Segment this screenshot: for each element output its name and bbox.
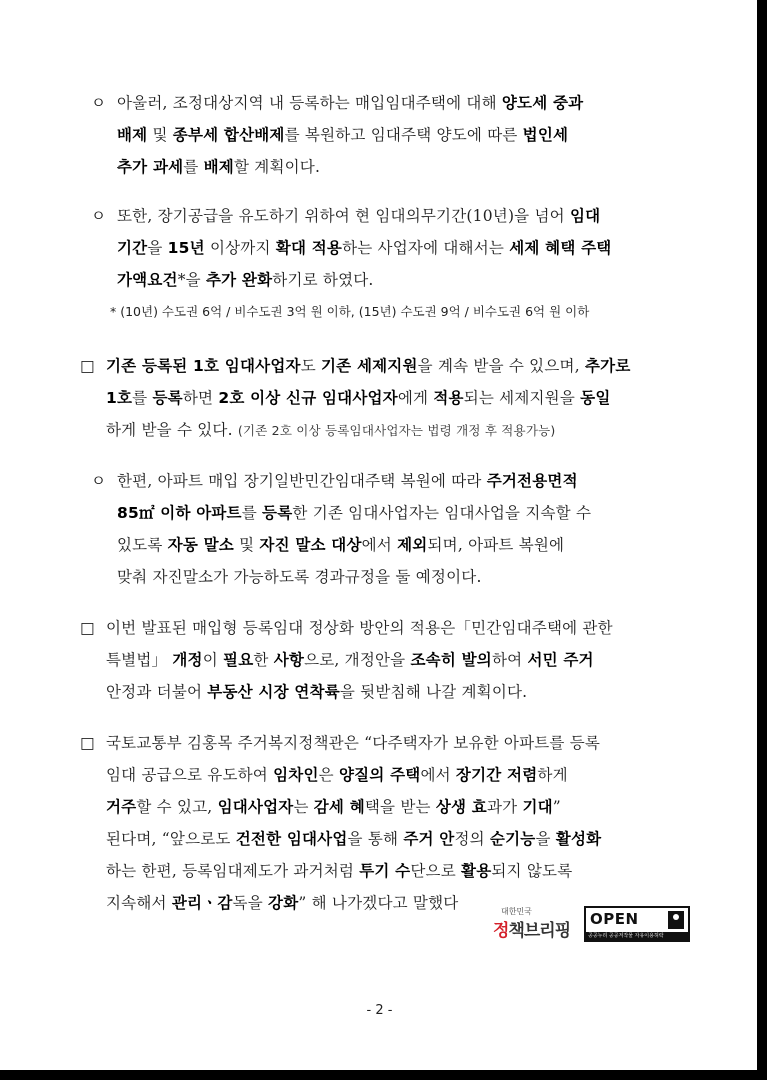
footnote: * (10년) 수도권 6억 / 비수도권 3억 원 이하, (15년) 수도권 9억 / 비수도권 6억 원 이하 — [110, 304, 590, 319]
circle-bullet: ㅇ — [91, 472, 107, 490]
square-bullet: □ — [80, 619, 95, 637]
kogl-open-badge: OPEN 공공누리 공공저작물 자유이용허락 — [584, 906, 690, 942]
paragraph-3: □ 기존 등록된 1호 임대사업자도 기존 세제지원을 계속 받을 수 있으며, 추가로 1호를 등록하면 2호 이상 신규 임대사업자에게 적용되는 세제지원을 동일 하게 받을 수 있다. (기존 2호 이상 등록임대사업자는 법령 개정 후 적용가능) — [106, 350, 631, 447]
square-bullet: □ — [80, 357, 95, 375]
paragraph-1: ㅇ 아울러, 조정대상지역 내 등록하는 매입임대주택에 대해 양도세 중과 배제 및 종부세 합산배제를 복원하고 임대주택 양도에 따른 법인세 추가 과세를 배제할 계획이다. — [117, 87, 583, 183]
policy-briefing-logo: 대한민국 정책브리핑 — [493, 907, 571, 941]
circle-bullet: ㅇ — [91, 94, 107, 112]
person-icon — [668, 911, 684, 929]
circle-bullet: ㅇ — [91, 207, 107, 225]
page-number: - 2 - — [366, 1003, 393, 1018]
paragraph-4: ㅇ 한편, 아파트 매입 장기일반민간임대주택 복원에 따라 주거전용면적 85㎡ 이하 아파트를 등록한 기존 임대사업자는 임대사업을 지속할 수 있도록 자동 말소 및 자진 말소 대상에서 제외되며, 아파트 복원에 맞춰 자진말소가 가능하도록 경과규정을 둘 예정이다. — [117, 465, 591, 593]
paragraph-2: ㅇ 또한, 장기공급을 유도하기 위하여 현 임대의무기간(10년)을 넘어 임대 기간을 15년 이상까지 확대 적용하는 사업자에 대해서는 세제 혜택 주택 가액요건*을 추가 완화하기로 하였다. — [117, 200, 611, 296]
paragraph-5: □ 이번 발표된 매입형 등록임대 정상화 방안의 적용은「민간임대주택에 관한 특별법」 개정이 필요한 사항으로, 개정안을 조속히 발의하여 서민 주거 안정과 더불어 부동산 시장 연착륙을 뒷받침해 나갈 계획이다. — [106, 612, 613, 708]
paragraph-6: □ 국토교통부 김홍목 주거복지정책관은 “다주택자가 보유한 아파트를 등록 임대 공급으로 유도하여 임차인은 양질의 주택에서 장기간 저렴하게 거주할 수 있고, 임대사업자는 감세 혜택을 받는 상생 효과가 기대” 된다며, “앞으로도 건전한 임대사업을 통해 주거 안정의 순기능을 활성화 하는 한편, 등록임대제도가 과거처럼 투기 수단으로 활용되지 않도록 지속해서 관리ㆍ감독을 강화” 해 나가겠다고 말했다 — [106, 727, 601, 919]
square-bullet: □ — [80, 734, 95, 752]
